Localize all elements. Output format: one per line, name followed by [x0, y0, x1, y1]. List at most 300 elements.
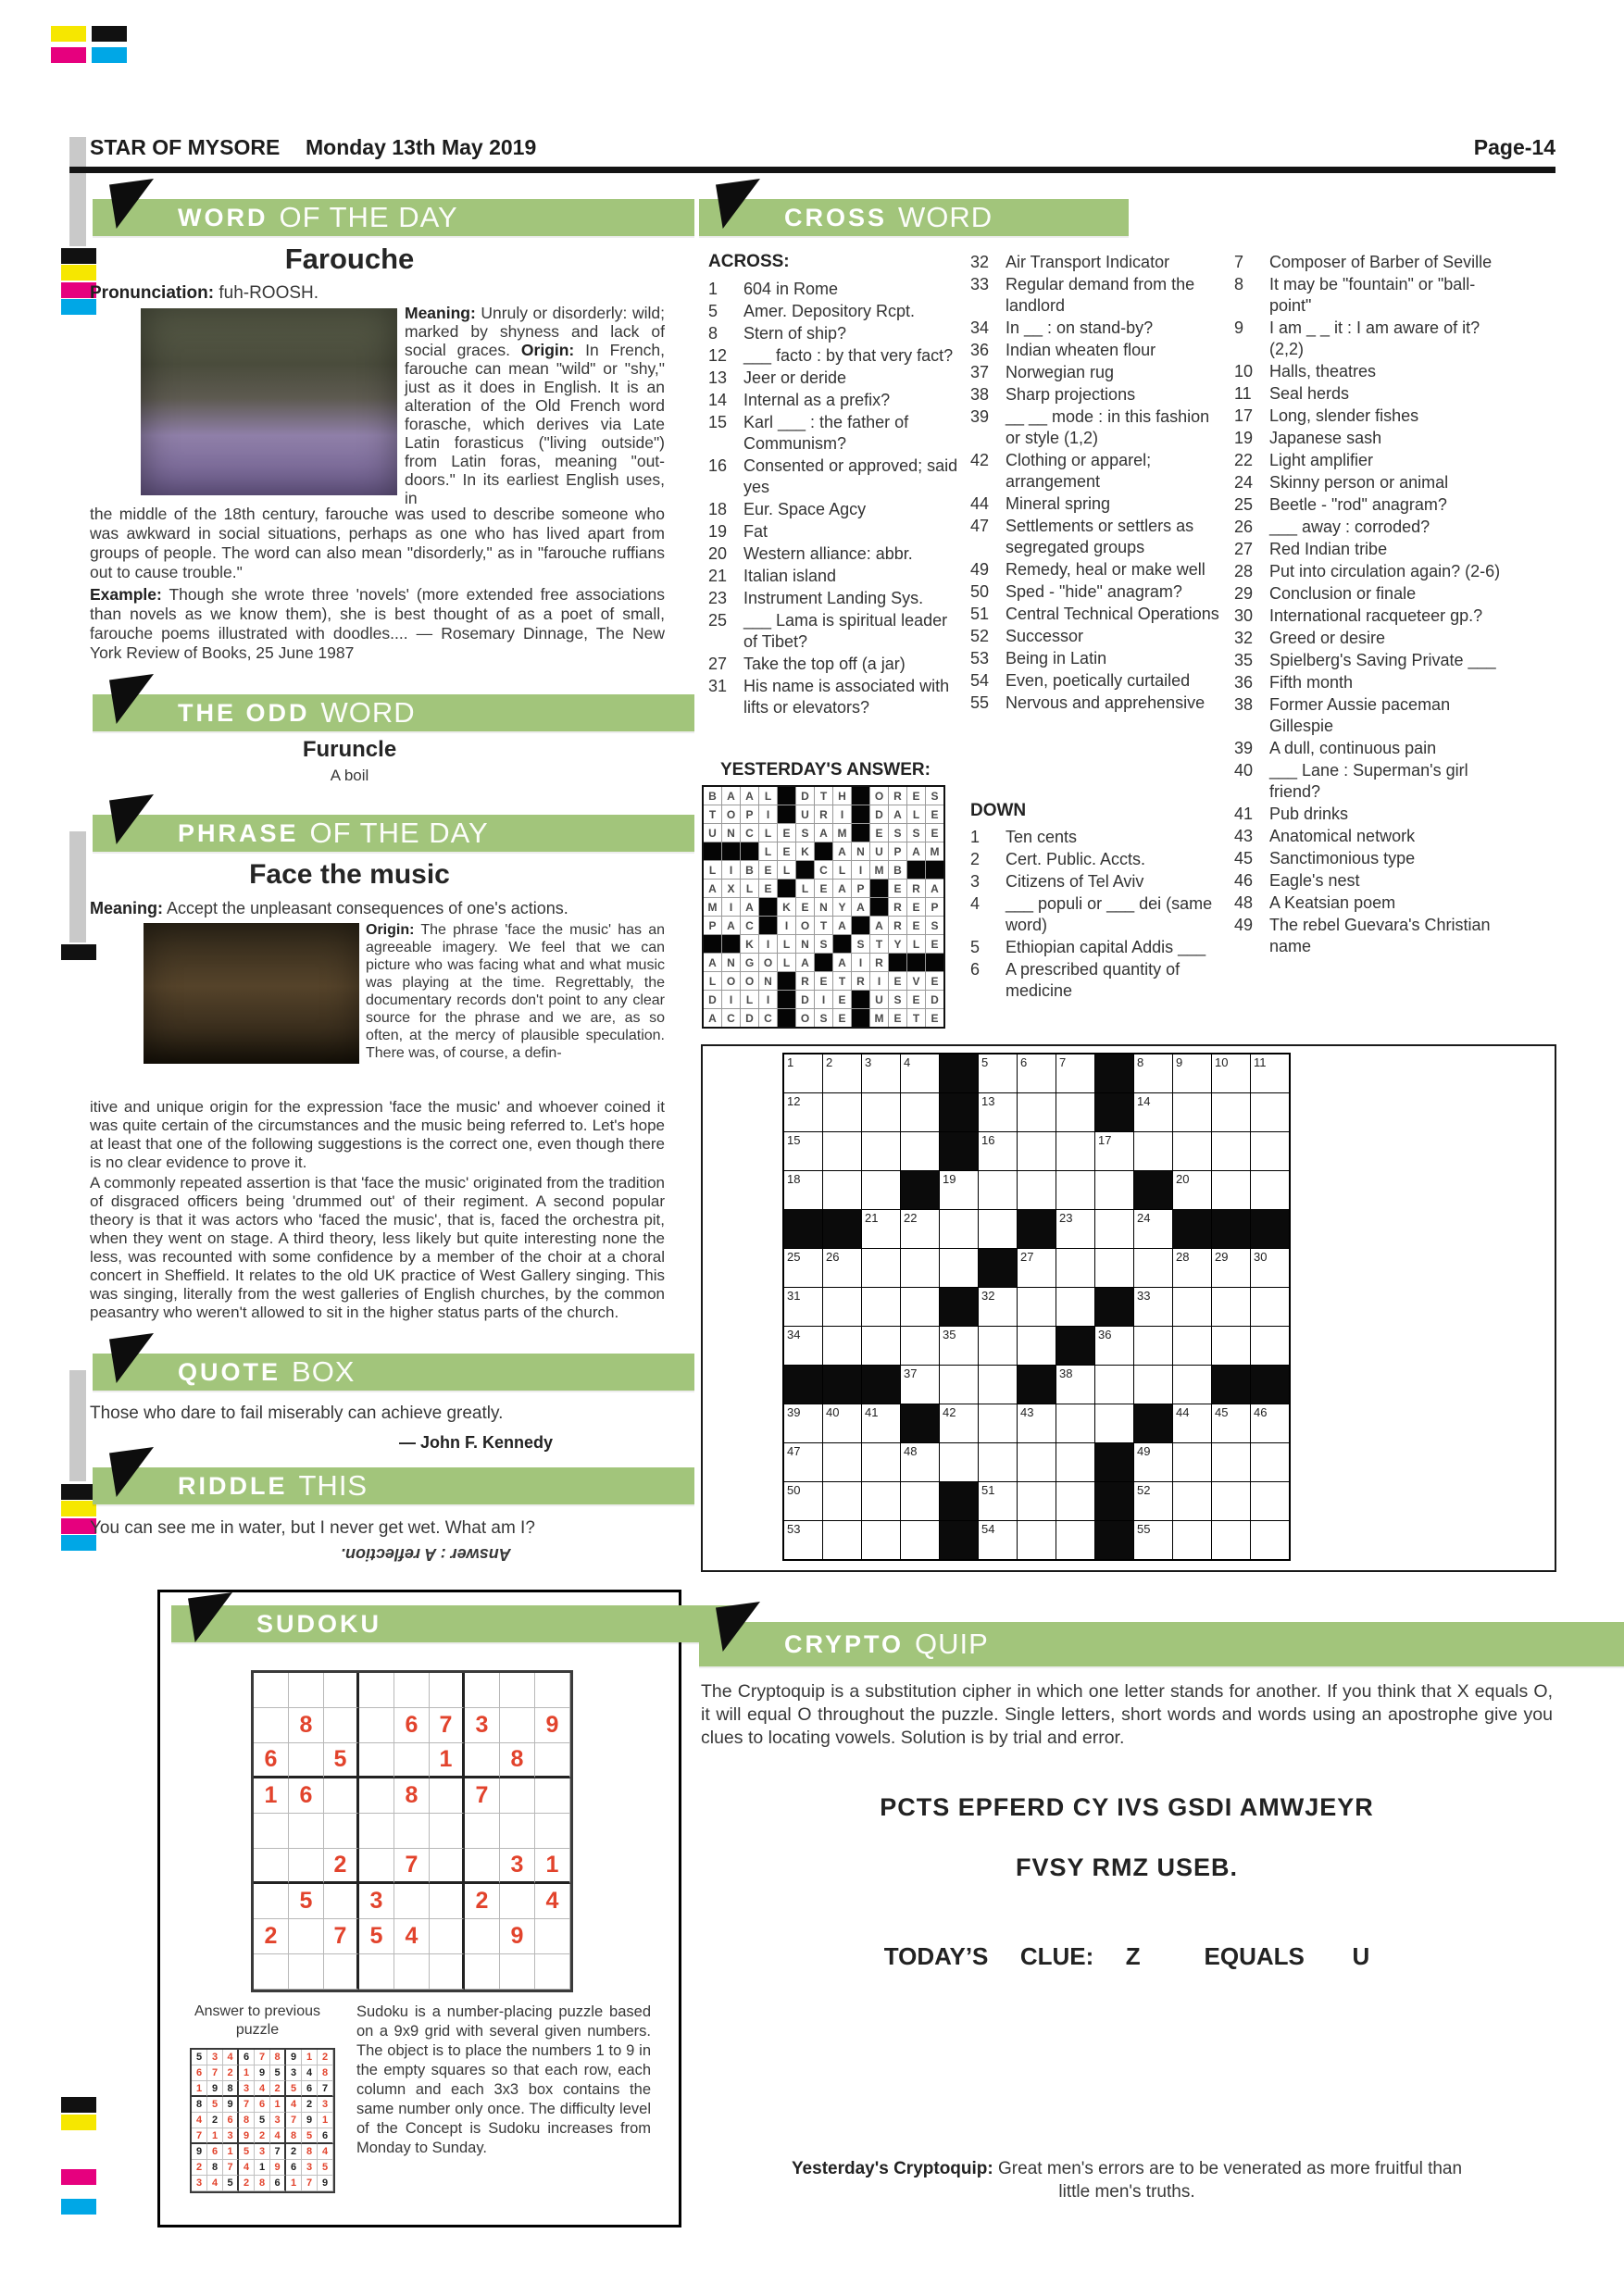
crossword-cell[interactable]: [901, 1521, 939, 1559]
sudoku-cell[interactable]: 2: [254, 1919, 289, 1954]
crossword-cell[interactable]: [1095, 1249, 1133, 1287]
sudoku-answer-cell: 3: [255, 2144, 270, 2160]
sudoku-cell[interactable]: [500, 1778, 535, 1814]
crossword-cell[interactable]: [1173, 1521, 1211, 1559]
sudoku-cell[interactable]: 6: [394, 1708, 430, 1743]
riddle-answer-text: Answer : A reflection.: [341, 1545, 511, 1564]
sudoku-cell[interactable]: [254, 1673, 289, 1708]
sudoku-cell[interactable]: 7: [324, 1919, 359, 1954]
crossword-cell[interactable]: [1251, 1443, 1289, 1481]
clue-item: 27 Take the top off (a jar): [708, 655, 906, 673]
crossword-cell[interactable]: 51: [979, 1482, 1017, 1520]
crossword-cell[interactable]: 14: [1134, 1093, 1172, 1131]
crossword-cell[interactable]: [1173, 1366, 1211, 1404]
sudoku-cell[interactable]: [254, 1708, 289, 1743]
sudoku-answer-grid: [190, 2048, 335, 2193]
crossword-cell[interactable]: 37: [901, 1366, 939, 1404]
crossword-header-light: WORD: [898, 201, 993, 233]
cryptoquip-header: [699, 1622, 1624, 1666]
crossword-cell[interactable]: [823, 1171, 861, 1209]
sudoku-answer-cell: 9: [255, 2065, 270, 2081]
sudoku-cell[interactable]: [394, 1814, 430, 1849]
fold-icon: [716, 179, 760, 229]
answer-cell: O: [796, 1009, 814, 1027]
crossword-cell[interactable]: [1212, 1482, 1250, 1520]
crossword-cell[interactable]: [979, 1171, 1017, 1209]
crossword-cell[interactable]: [1018, 1288, 1056, 1326]
crossword-cell[interactable]: [1134, 1366, 1172, 1404]
crossword-cell[interactable]: [823, 1443, 861, 1481]
example-text: Though she wrote three 'novels' (more extended free associations than novels as we know them), she is best thought of as a poet of small, farouche poems illustrated with doodles.... — Rosemary Dinnage, The New York Review of Books, 25 June 1987: [90, 585, 666, 662]
sudoku-cell[interactable]: [324, 1814, 359, 1849]
sudoku-cell[interactable]: 3: [465, 1708, 500, 1743]
clue-item: 46 Eagle's nest: [1234, 871, 1360, 890]
answer-cell: N: [815, 898, 832, 916]
answer-cell: E: [778, 842, 795, 860]
sudoku-cell[interactable]: [359, 1849, 394, 1884]
sudoku-cell[interactable]: [324, 1954, 359, 1990]
crossword-cell[interactable]: [1056, 1443, 1094, 1481]
answer-cell: S: [796, 824, 814, 842]
answer-cell: [870, 880, 888, 897]
answer-cell: E: [778, 824, 795, 842]
answer-cell: L: [759, 787, 777, 805]
crossword-cell[interactable]: [1095, 1171, 1133, 1209]
crossword-cell[interactable]: 42: [940, 1404, 978, 1442]
crossword-cell[interactable]: [862, 1443, 900, 1481]
sudoku-cell[interactable]: [535, 1919, 570, 1954]
crossword-cell[interactable]: 20: [1173, 1171, 1211, 1209]
sudoku-answer-cell: 1: [318, 2113, 333, 2128]
crossword-cell[interactable]: 30: [1251, 1249, 1289, 1287]
answer-cell: E: [907, 991, 925, 1008]
crossword-cell[interactable]: [1018, 1482, 1056, 1520]
crossword-cell[interactable]: [1056, 1132, 1094, 1170]
crossword-cell[interactable]: [1056, 1093, 1094, 1131]
crossword-cell[interactable]: 13: [979, 1093, 1017, 1131]
sudoku-cell[interactable]: [324, 1673, 359, 1708]
example-label: Example:: [90, 585, 162, 604]
sudoku-answer-cell: 6: [192, 2065, 207, 2081]
sudoku-answer-cell: 6: [270, 2176, 286, 2191]
crossword-cell[interactable]: [1251, 1093, 1289, 1131]
sudoku-cell[interactable]: 9: [500, 1919, 535, 1954]
clue-item: 19 Fat: [708, 522, 768, 541]
crossword-cell[interactable]: [1212, 1288, 1250, 1326]
sudoku-cell[interactable]: [359, 1778, 394, 1814]
crossword-cell[interactable]: [823, 1093, 861, 1131]
crossword-cell[interactable]: [1173, 1132, 1211, 1170]
crossword-cell[interactable]: [940, 1443, 978, 1481]
sudoku-answer-cell: 5: [286, 2081, 302, 2097]
sudoku-cell[interactable]: [394, 1743, 430, 1778]
sudoku-cell[interactable]: 7: [394, 1849, 430, 1884]
crossword-cell[interactable]: [823, 1482, 861, 1520]
sudoku-answer-cell: 3: [207, 2050, 223, 2065]
sudoku-cell[interactable]: [465, 1919, 500, 1954]
sudoku-answer-cell: 4: [239, 2160, 255, 2176]
sudoku-answer-cell: 7: [255, 2050, 270, 2065]
crossword-cell[interactable]: [1212, 1093, 1250, 1131]
sudoku-answer-cell: 3: [302, 2160, 318, 2176]
sudoku-cell[interactable]: 5: [359, 1919, 394, 1954]
crossword-cell[interactable]: [862, 1288, 900, 1326]
sudoku-cell[interactable]: [394, 1954, 430, 1990]
crossword-cell[interactable]: [862, 1327, 900, 1365]
crossword-cell[interactable]: 7: [1056, 1054, 1094, 1092]
answer-cell: E: [833, 1009, 851, 1027]
crossword-cell[interactable]: [1018, 1327, 1056, 1365]
sudoku-cell[interactable]: [324, 1778, 359, 1814]
sudoku-cell[interactable]: 1: [254, 1778, 289, 1814]
crossword-cell[interactable]: [862, 1249, 900, 1287]
crossword-cell[interactable]: 35: [940, 1327, 978, 1365]
crossword-cell[interactable]: [1134, 1327, 1172, 1365]
crossword-cell[interactable]: [823, 1521, 861, 1559]
sudoku-cell[interactable]: 7: [465, 1778, 500, 1814]
sudoku-cell[interactable]: [254, 1884, 289, 1919]
answer-cell: A: [815, 824, 832, 842]
answer-cell: C: [741, 824, 758, 842]
sudoku-answer-cell: 9: [286, 2050, 302, 2065]
sudoku-cell[interactable]: [500, 1708, 535, 1743]
sudoku-cell[interactable]: 1: [535, 1849, 570, 1884]
answer-cell: I: [722, 861, 740, 879]
crossword-cell[interactable]: 38: [1056, 1366, 1094, 1404]
crossword-cell[interactable]: 19: [940, 1171, 978, 1209]
crossword-cell[interactable]: [979, 1404, 1017, 1442]
sudoku-cell[interactable]: 2: [324, 1849, 359, 1884]
sudoku-grid[interactable]: [251, 1670, 573, 1992]
word-example: [90, 585, 665, 663]
crossword-cell[interactable]: [1056, 1171, 1094, 1209]
crossword-cell[interactable]: [901, 1288, 939, 1326]
crossword-cell[interactable]: [1251, 1327, 1289, 1365]
sudoku-cell[interactable]: [289, 1849, 324, 1884]
sudoku-answer-cell: 5: [270, 2065, 286, 2081]
crossword-cell[interactable]: [862, 1521, 900, 1559]
crossword-cell[interactable]: [979, 1327, 1017, 1365]
crossword-cell[interactable]: 50: [784, 1482, 822, 1520]
crossword-cell[interactable]: 1: [784, 1054, 822, 1092]
crossword-cell[interactable]: 25: [784, 1249, 822, 1287]
meaning-text: Unruly or disorderly: wild; marked by shyness and lack of social graces.: [405, 304, 665, 359]
crossword-cell[interactable]: 17: [1095, 1132, 1133, 1170]
sudoku-cell[interactable]: [359, 1814, 394, 1849]
crossword-cell: [940, 1093, 978, 1131]
crossword-cell[interactable]: [862, 1093, 900, 1131]
answer-cell: C: [741, 917, 758, 934]
cryptoquip-intro: The Cryptoquip is a substitution cipher in which one letter stands for another. If you think that X equals O, it will equal O throughout the puzzle. Single letters, short words and words using an apostrophe give you clues to locating vowels. Solution is by trial and error.: [701, 1681, 1553, 1748]
crossword-cell[interactable]: [1056, 1521, 1094, 1559]
crossword-cell: [940, 1482, 978, 1520]
crossword-cell[interactable]: 31: [784, 1288, 822, 1326]
sudoku-cell[interactable]: [359, 1743, 394, 1778]
clue-item: 50 Sped - "hide" anagram?: [970, 582, 1182, 601]
crossword-cell[interactable]: [901, 1482, 939, 1520]
sudoku-cell[interactable]: [535, 1743, 570, 1778]
crossword-cell[interactable]: 46: [1251, 1404, 1289, 1442]
crossword-cell[interactable]: [1095, 1210, 1133, 1248]
sudoku-cell[interactable]: [500, 1814, 535, 1849]
answer-cell: I: [852, 861, 869, 879]
sudoku-cell[interactable]: [359, 1673, 394, 1708]
sudoku-cell[interactable]: 1: [430, 1743, 465, 1778]
sudoku-answer-cell: 4: [302, 2065, 318, 2081]
sudoku-cell[interactable]: [430, 1849, 465, 1884]
crossword-cell[interactable]: [1251, 1132, 1289, 1170]
crossword-cell[interactable]: 8: [1134, 1054, 1172, 1092]
word-of-day-header-strong: WORD: [178, 203, 269, 231]
sudoku-cell[interactable]: 4: [394, 1919, 430, 1954]
sudoku-cell[interactable]: [289, 1743, 324, 1778]
answer-cell: A: [833, 880, 851, 897]
sudoku-cell[interactable]: [254, 1814, 289, 1849]
crossword-cell[interactable]: [1212, 1132, 1250, 1170]
crossword-cell[interactable]: [1251, 1482, 1289, 1520]
crossword-cell[interactable]: [1018, 1132, 1056, 1170]
sudoku-cell[interactable]: [359, 1708, 394, 1743]
crossword-cell[interactable]: 28: [1173, 1249, 1211, 1287]
riddle-text: You can see me in water, but I never get wet. What am I?: [90, 1518, 535, 1538]
sudoku-cell[interactable]: [324, 1884, 359, 1919]
crossword-cell[interactable]: 16: [979, 1132, 1017, 1170]
crossword-cell[interactable]: 6: [1018, 1054, 1056, 1092]
yesterdays-answer-grid: [702, 785, 945, 1029]
crossword-cell[interactable]: [1056, 1482, 1094, 1520]
crossword-cell[interactable]: [1173, 1482, 1211, 1520]
answer-cell: E: [815, 880, 832, 897]
crossword-cell[interactable]: 54: [979, 1521, 1017, 1559]
crossword-cell[interactable]: 18: [784, 1171, 822, 1209]
sudoku-cell[interactable]: [289, 1954, 324, 1990]
sudoku-answer-cell: 3: [286, 2065, 302, 2081]
crossword-cell[interactable]: 26: [823, 1249, 861, 1287]
crossword-cell[interactable]: 4: [901, 1054, 939, 1092]
sudoku-cell[interactable]: 8: [289, 1708, 324, 1743]
sudoku-answer-cell: 1: [192, 2081, 207, 2097]
sudoku-cell[interactable]: 9: [535, 1708, 570, 1743]
crossword-cell[interactable]: 21: [862, 1210, 900, 1248]
crossword-cell[interactable]: 22: [901, 1210, 939, 1248]
crossword-cell[interactable]: [1018, 1443, 1056, 1481]
crossword-cell[interactable]: 23: [1056, 1210, 1094, 1248]
crossword-cell[interactable]: 27: [1018, 1249, 1056, 1287]
sudoku-cell[interactable]: [430, 1919, 465, 1954]
sudoku-cell[interactable]: [535, 1673, 570, 1708]
sudoku-cell[interactable]: [535, 1778, 570, 1814]
sudoku-answer-cell: 2: [270, 2081, 286, 2097]
clue-item: 35 Spielberg's Saving Private ___: [1234, 651, 1496, 669]
crossword-cell[interactable]: 48: [901, 1443, 939, 1481]
crossword-cell[interactable]: [1134, 1132, 1172, 1170]
clue-item: 31 His name is associated with lifts or elevators?: [708, 677, 950, 717]
crossword-cell[interactable]: [901, 1132, 939, 1170]
sudoku-cell[interactable]: [324, 1708, 359, 1743]
answer-cell: N: [722, 954, 740, 971]
crossword-cell[interactable]: [1018, 1521, 1056, 1559]
sudoku-cell[interactable]: [394, 1673, 430, 1708]
sudoku-cell[interactable]: [465, 1814, 500, 1849]
clue-item: 26 ___ away : corroded?: [1234, 518, 1430, 536]
crossword-cell[interactable]: [1251, 1288, 1289, 1326]
crossword-cell[interactable]: [1173, 1327, 1211, 1365]
crossword-cell[interactable]: 49: [1134, 1443, 1172, 1481]
crossword-cell[interactable]: [1134, 1249, 1172, 1287]
sudoku-answer-cell: 8: [286, 2128, 302, 2144]
crossword-cell[interactable]: [901, 1249, 939, 1287]
sudoku-cell[interactable]: [289, 1673, 324, 1708]
clue-item: 18 Eur. Space Agcy: [708, 500, 867, 518]
crossword-cell[interactable]: 47: [784, 1443, 822, 1481]
sudoku-cell[interactable]: [289, 1919, 324, 1954]
sudoku-cell[interactable]: [465, 1849, 500, 1884]
sudoku-answer-cell: 4: [286, 2097, 302, 2113]
crossword-cell[interactable]: 10: [1212, 1054, 1250, 1092]
crossword-cell[interactable]: [940, 1249, 978, 1287]
crossword-cell[interactable]: [901, 1327, 939, 1365]
crossword-cell[interactable]: [1095, 1366, 1133, 1404]
sudoku-cell[interactable]: [430, 1778, 465, 1814]
clue-item: 37 Norwegian rug: [970, 363, 1115, 381]
crossword-cell[interactable]: 39: [784, 1404, 822, 1442]
crossword-cell[interactable]: 53: [784, 1521, 822, 1559]
answer-cell: K: [778, 898, 795, 916]
crossword-cell[interactable]: [823, 1132, 861, 1170]
crossword-cell[interactable]: [1018, 1093, 1056, 1131]
sudoku-cell[interactable]: 3: [500, 1849, 535, 1884]
answer-cell: L: [833, 861, 851, 879]
sudoku-cell[interactable]: [465, 1743, 500, 1778]
pronunciation-label: Pronunciation:: [90, 283, 215, 303]
sudoku-cell[interactable]: [430, 1673, 465, 1708]
crossword-cell[interactable]: [1173, 1093, 1211, 1131]
sudoku-cell[interactable]: 6: [289, 1778, 324, 1814]
sudoku-cell[interactable]: 4: [535, 1884, 570, 1919]
crossword-cell[interactable]: [1212, 1327, 1250, 1365]
crossword-cell[interactable]: 29: [1212, 1249, 1250, 1287]
crossword-cell[interactable]: [1056, 1404, 1094, 1442]
crossword-cell[interactable]: [823, 1288, 861, 1326]
sudoku-cell[interactable]: [465, 1673, 500, 1708]
sudoku-cell[interactable]: 3: [359, 1884, 394, 1919]
sudoku-cell[interactable]: 2: [465, 1884, 500, 1919]
crossword-cell[interactable]: 32: [979, 1288, 1017, 1326]
crossword-cell[interactable]: 34: [784, 1327, 822, 1365]
crossword-cell[interactable]: [940, 1210, 978, 1248]
crossword-cell[interactable]: [1095, 1404, 1133, 1442]
clue-item: 40 ___ Lane : Superman's girl friend?: [1234, 761, 1468, 801]
sudoku-answer-cell: 6: [255, 2097, 270, 2113]
sudoku-cell[interactable]: [500, 1673, 535, 1708]
crossword-cell[interactable]: 5: [979, 1054, 1017, 1092]
crossword-cell[interactable]: [1251, 1521, 1289, 1559]
crossword-cell[interactable]: [1056, 1249, 1094, 1287]
crossword-cell[interactable]: [1212, 1443, 1250, 1481]
odd-word-header-strong: THE ODD: [178, 698, 310, 727]
sudoku-cell[interactable]: [254, 1849, 289, 1884]
sudoku-cell[interactable]: [535, 1954, 570, 1990]
sudoku-cell[interactable]: [465, 1954, 500, 1990]
crossword-cell[interactable]: 52: [1134, 1482, 1172, 1520]
crossword-cell[interactable]: 43: [1018, 1404, 1056, 1442]
answer-cell: L: [907, 935, 925, 953]
crossword-grid[interactable]: [782, 1053, 1291, 1561]
crossword-cell[interactable]: [979, 1210, 1017, 1248]
paper-name: STAR OF MYSORE: [90, 135, 281, 159]
sudoku-cell[interactable]: [430, 1814, 465, 1849]
crossword-cell[interactable]: [1056, 1288, 1094, 1326]
crossword-cell[interactable]: [1212, 1521, 1250, 1559]
sudoku-cell[interactable]: 6: [254, 1743, 289, 1778]
sudoku-cell[interactable]: 5: [289, 1884, 324, 1919]
sudoku-cell[interactable]: 5: [324, 1743, 359, 1778]
sudoku-cell[interactable]: [254, 1954, 289, 1990]
crossword-cell[interactable]: 45: [1212, 1404, 1250, 1442]
answer-cell: E: [926, 824, 943, 842]
sudoku-cell[interactable]: 7: [430, 1708, 465, 1743]
crossword-cell[interactable]: 12: [784, 1093, 822, 1131]
crossword-cell[interactable]: [1018, 1171, 1056, 1209]
sudoku-cell[interactable]: [289, 1814, 324, 1849]
crossword-cell[interactable]: [940, 1366, 978, 1404]
crossword-cell: [1251, 1366, 1289, 1404]
crossword-cell[interactable]: 41: [862, 1404, 900, 1442]
sudoku-answer-cell: 9: [207, 2081, 223, 2097]
crossword-cell[interactable]: 9: [1173, 1054, 1211, 1092]
crossword-cell: [1173, 1210, 1211, 1248]
answer-cell: A: [833, 954, 851, 971]
crossword-cell[interactable]: [1212, 1171, 1250, 1209]
crossword-cell[interactable]: 36: [1095, 1327, 1133, 1365]
crossword-cell[interactable]: 2: [823, 1054, 861, 1092]
crossword-cell[interactable]: 15: [784, 1132, 822, 1170]
crossword-cell[interactable]: [901, 1093, 939, 1131]
sudoku-cell[interactable]: [500, 1884, 535, 1919]
sudoku-cell[interactable]: [430, 1954, 465, 1990]
crossword-cell[interactable]: 44: [1173, 1404, 1211, 1442]
crossword-cell[interactable]: [1173, 1288, 1211, 1326]
sudoku-cell[interactable]: 8: [500, 1743, 535, 1778]
crossword-cell[interactable]: [862, 1171, 900, 1209]
sudoku-cell[interactable]: [394, 1884, 430, 1919]
sudoku-cell[interactable]: [430, 1884, 465, 1919]
crossword-cell[interactable]: [862, 1132, 900, 1170]
sudoku-cell[interactable]: [359, 1954, 394, 1990]
crossword-cell[interactable]: [1173, 1443, 1211, 1481]
sudoku-cell[interactable]: 8: [394, 1778, 430, 1814]
crossword-cell[interactable]: 11: [1251, 1054, 1289, 1092]
crossword-cell[interactable]: [979, 1366, 1017, 1404]
clue-item: 38 Sharp projections: [970, 385, 1136, 404]
crossword-cell[interactable]: 55: [1134, 1521, 1172, 1559]
crossword-cell[interactable]: [823, 1327, 861, 1365]
sudoku-cell[interactable]: [535, 1814, 570, 1849]
crossword-cell[interactable]: [1251, 1171, 1289, 1209]
crossword-cell[interactable]: [979, 1443, 1017, 1481]
origin-label: Origin:: [520, 341, 575, 359]
crossword-cell[interactable]: [862, 1482, 900, 1520]
answer-cell: Y: [833, 898, 851, 916]
sudoku-answer-cell: 9: [223, 2097, 239, 2113]
crossword-cell[interactable]: 33: [1134, 1288, 1172, 1326]
crossword-cell[interactable]: 24: [1134, 1210, 1172, 1248]
answer-cell: L: [741, 991, 758, 1008]
crossword-cell[interactable]: 40: [823, 1404, 861, 1442]
crossword-cell[interactable]: 3: [862, 1054, 900, 1092]
sudoku-answer-cell: 6: [286, 2160, 302, 2176]
sudoku-cell[interactable]: [500, 1954, 535, 1990]
